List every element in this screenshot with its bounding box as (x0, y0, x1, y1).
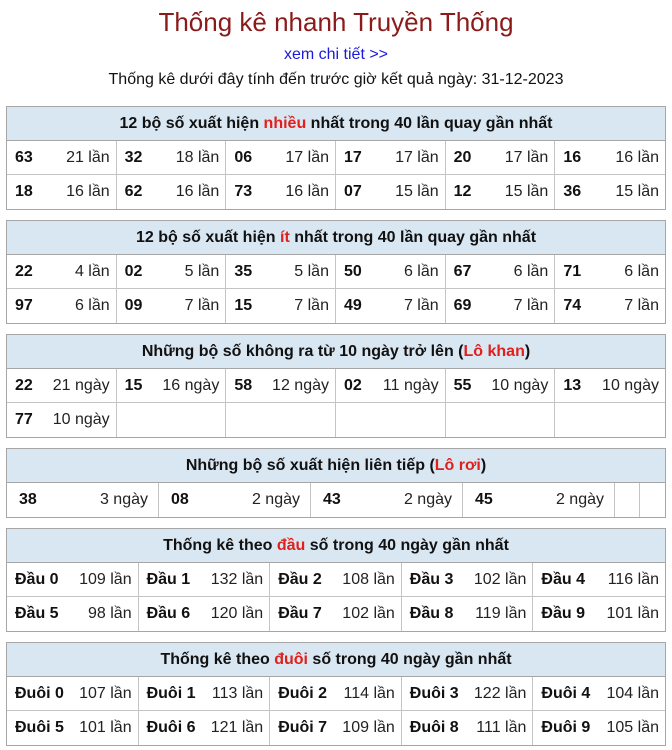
khan-cell (446, 369, 556, 403)
roi-cell (463, 483, 615, 517)
lo-khan-grid (7, 369, 665, 437)
roi-cell (159, 483, 311, 517)
lotto-number: 45 (475, 491, 493, 508)
occurrence-count: 16 lần (66, 183, 110, 200)
stat-label: Đuôi 1 (146, 684, 196, 702)
occurrence-count: 7 lần (184, 297, 220, 314)
occurrence-count: 102 lần (473, 570, 527, 588)
lo-roi-header: Những bộ số xuất hiện liên tiếp (Lô rơi) (7, 449, 665, 483)
most-cell (336, 175, 446, 209)
stat-label: Đuôi 9 (541, 719, 591, 736)
lotto-number: 50 (343, 262, 362, 280)
lotto-number: 13 (563, 376, 582, 394)
khan-cell (7, 369, 117, 403)
detail-link[interactable]: xem chi tiết >> (283, 46, 389, 63)
khan-empty-cell (226, 403, 336, 437)
occurrence-count: 15 lần (504, 183, 549, 200)
lotto-number: 69 (453, 297, 472, 314)
most-cell (226, 141, 336, 175)
stat-label: Đầu 7 (278, 605, 322, 622)
lo-khan-table (6, 334, 666, 438)
lotto-number: 17 (343, 148, 362, 166)
lotto-number: 22 (15, 376, 33, 394)
occurrence-count: 104 lần (606, 684, 659, 702)
least-frequent-grid (7, 255, 665, 323)
occurrence-count: 111 lần (476, 719, 527, 736)
lotto-number: 09 (124, 297, 143, 314)
stat-label: Đuôi 3 (409, 684, 459, 702)
most-cell (117, 175, 227, 209)
duoi-cell (270, 677, 402, 711)
lotto-number: 12 (453, 183, 472, 200)
roi-cell (7, 483, 159, 517)
khan-empty-cell (336, 403, 446, 437)
most-cell (226, 175, 336, 209)
stat-label: Đuôi 0 (15, 684, 64, 702)
lo-roi-grid (7, 483, 665, 517)
duoi-stats-grid (7, 677, 665, 745)
duoi-cell (402, 711, 534, 745)
lotto-number: 06 (234, 148, 253, 166)
least-cell (446, 255, 556, 289)
most-cell (555, 175, 665, 209)
occurrence-count: 7 lần (624, 297, 659, 314)
least-cell (7, 289, 117, 323)
lotto-number: 22 (15, 262, 33, 280)
occurrence-count: 109 lần (342, 719, 395, 736)
occurrence-count: 113 lần (211, 684, 264, 702)
khan-cell (555, 369, 665, 403)
occurrence-count: 2 ngày (555, 491, 604, 508)
occurrence-count: 21 ngày (52, 376, 110, 394)
occurrence-count: 16 lần (175, 183, 220, 200)
duoi-cell (533, 677, 665, 711)
page-subtitle: Thống kê dưới đây tính đến trước giờ kết quả ngày: 31-12-2023 (108, 71, 564, 88)
lotto-number: 07 (343, 183, 362, 200)
most-frequent-header: 12 bộ số xuất hiện nhiều nhất trong 40 lần quay gần nhất (7, 107, 665, 141)
duoi-cell (7, 677, 139, 711)
dau-cell (402, 563, 534, 597)
occurrence-count: 101 lần (606, 605, 659, 622)
duoi-cell (402, 677, 534, 711)
duoi-cell (7, 711, 139, 745)
occurrence-count: 114 lần (343, 684, 395, 702)
occurrence-count: 10 ngày (52, 411, 110, 428)
khan-empty-cell (555, 403, 665, 437)
occurrence-count: 10 ngày (491, 376, 549, 394)
lotto-number: 74 (563, 297, 582, 314)
least-cell (336, 289, 446, 323)
dau-cell (139, 597, 271, 631)
lotto-number: 35 (234, 262, 253, 280)
occurrence-count: 102 lần (342, 605, 395, 622)
occurrence-count: 3 ngày (99, 491, 148, 508)
occurrence-count: 18 lần (175, 148, 220, 166)
least-cell (226, 289, 336, 323)
occurrence-count: 6 lần (74, 297, 110, 314)
most-frequent-grid (7, 141, 665, 209)
occurrence-count: 101 lần (79, 719, 132, 736)
occurrence-count: 2 ngày (403, 491, 452, 508)
occurrence-count: 119 lần (475, 605, 527, 622)
most-cell (7, 175, 117, 209)
stat-label: Đầu 9 (541, 605, 585, 622)
occurrence-count: 7 lần (294, 297, 329, 314)
duoi-stats-table (6, 642, 666, 746)
stat-label: Đuôi 2 (278, 684, 328, 702)
stat-label: Đầu 0 (15, 570, 59, 588)
lotto-number: 32 (124, 148, 143, 166)
least-frequent-table (6, 220, 666, 324)
occurrence-count: 7 lần (403, 297, 439, 314)
page-title: Thống kê nhanh Truyền Thống (158, 7, 514, 37)
occurrence-count: 6 lần (513, 262, 549, 280)
lotto-number: 36 (563, 183, 582, 200)
dau-cell (139, 563, 271, 597)
occurrence-count: 2 ngày (251, 491, 300, 508)
roi-empty-cell (615, 483, 640, 517)
occurrence-count: 17 lần (504, 148, 549, 166)
dau-cell (402, 597, 534, 631)
least-cell (117, 289, 227, 323)
occurrence-count: 16 ngày (162, 376, 220, 394)
least-cell (555, 255, 665, 289)
khan-cell (117, 369, 227, 403)
least-cell (226, 255, 336, 289)
occurrence-count: 16 lần (615, 148, 659, 166)
lotto-number: 15 (124, 376, 143, 394)
occurrence-count: 16 lần (285, 183, 329, 200)
most-cell (446, 175, 556, 209)
duoi-stats-header: Thống kê theo đuôi số trong 40 ngày gần nhất (7, 643, 665, 677)
occurrence-count: 15 lần (395, 183, 439, 200)
roi-empty-cell (640, 483, 667, 517)
occurrence-count: 15 lần (615, 183, 659, 200)
stat-label: Đầu 1 (146, 570, 191, 588)
occurrence-count: 5 lần (184, 262, 220, 280)
occurrence-count: 121 lần (210, 719, 264, 736)
most-cell (555, 141, 665, 175)
lotto-number: 77 (15, 411, 33, 428)
lotto-number: 15 (234, 297, 253, 314)
occurrence-count: 109 lần (79, 570, 132, 588)
occurrence-count: 7 lần (513, 297, 549, 314)
occurrence-count: 132 lần (210, 570, 264, 588)
dau-stats-grid (7, 563, 665, 631)
stat-label: Đuôi 4 (541, 684, 591, 702)
lotto-number: 49 (343, 297, 362, 314)
most-cell (336, 141, 446, 175)
dau-stats-header: Thống kê theo đầu số trong 40 ngày gần nhất (7, 529, 665, 563)
lo-khan-header: Những bộ số không ra từ 10 ngày trở lên (Lô khan) (7, 335, 665, 369)
stat-label: Đuôi 8 (409, 719, 459, 736)
lotto-number: 43 (323, 491, 341, 508)
occurrence-count: 17 lần (285, 148, 329, 166)
occurrence-count: 12 ngày (272, 376, 329, 394)
occurrence-count: 4 lần (74, 262, 110, 280)
dau-cell (270, 597, 402, 631)
stat-label: Đầu 3 (409, 570, 454, 588)
most-frequent-table (6, 106, 666, 210)
occurrence-count: 11 ngày (382, 376, 439, 394)
duoi-cell (139, 677, 271, 711)
least-cell (555, 289, 665, 323)
stat-label: Đuôi 7 (278, 719, 328, 736)
most-cell (117, 141, 227, 175)
lotto-number: 67 (453, 262, 472, 280)
stat-label: Đầu 5 (15, 605, 59, 622)
lotto-number: 58 (234, 376, 253, 394)
dau-cell (270, 563, 402, 597)
lotto-number: 18 (15, 183, 33, 200)
occurrence-count: 122 lần (473, 684, 527, 702)
occurrence-count: 5 lần (294, 262, 329, 280)
khan-cell (226, 369, 336, 403)
duoi-cell (139, 711, 271, 745)
stat-label: Đuôi 5 (15, 719, 64, 736)
lo-roi-table (6, 448, 666, 518)
most-cell (7, 141, 117, 175)
roi-cell (311, 483, 463, 517)
least-frequent-header: 12 bộ số xuất hiện ít nhất trong 40 lần quay gần nhất (7, 221, 665, 255)
dau-cell (7, 563, 139, 597)
least-cell (7, 255, 117, 289)
occurrence-count: 107 lần (79, 684, 132, 702)
least-cell (117, 255, 227, 289)
occurrence-count: 108 lần (342, 570, 395, 588)
stat-label: Đầu 4 (541, 570, 585, 588)
lotto-number: 16 (563, 148, 582, 166)
least-cell (446, 289, 556, 323)
lotto-number: 20 (453, 148, 472, 166)
duoi-cell (270, 711, 402, 745)
occurrence-count: 120 lần (210, 605, 264, 622)
stat-label: Đầu 6 (146, 605, 191, 622)
occurrence-count: 6 lần (624, 262, 659, 280)
lotto-number: 73 (234, 183, 253, 200)
lotto-number: 97 (15, 297, 33, 314)
lotto-number: 08 (171, 491, 189, 508)
khan-empty-cell (446, 403, 556, 437)
stat-label: Đầu 2 (278, 570, 322, 588)
lotto-number: 71 (563, 262, 582, 280)
lotto-number: 02 (124, 262, 143, 280)
stat-label: Đầu 8 (409, 605, 454, 622)
dau-cell (533, 563, 665, 597)
least-cell (336, 255, 446, 289)
lotto-number: 02 (343, 376, 362, 394)
occurrence-count: 105 lần (606, 719, 659, 736)
occurrence-count: 98 lần (88, 605, 132, 622)
dau-cell (7, 597, 139, 631)
dau-stats-table (6, 528, 666, 632)
stat-label: Đuôi 6 (146, 719, 196, 736)
khan-cell (336, 369, 446, 403)
khan-cell (7, 403, 117, 437)
lotto-number: 38 (19, 491, 37, 508)
khan-empty-cell (117, 403, 227, 437)
occurrence-count: 21 lần (66, 148, 110, 166)
duoi-cell (533, 711, 665, 745)
lotto-number: 62 (124, 183, 143, 200)
dau-cell (533, 597, 665, 631)
most-cell (446, 141, 556, 175)
occurrence-count: 17 lần (395, 148, 439, 166)
occurrence-count: 6 lần (403, 262, 439, 280)
lotto-number: 55 (453, 376, 472, 394)
lotto-number: 63 (15, 148, 33, 166)
occurrence-count: 10 ngày (602, 376, 659, 394)
occurrence-count: 116 lần (607, 570, 659, 588)
